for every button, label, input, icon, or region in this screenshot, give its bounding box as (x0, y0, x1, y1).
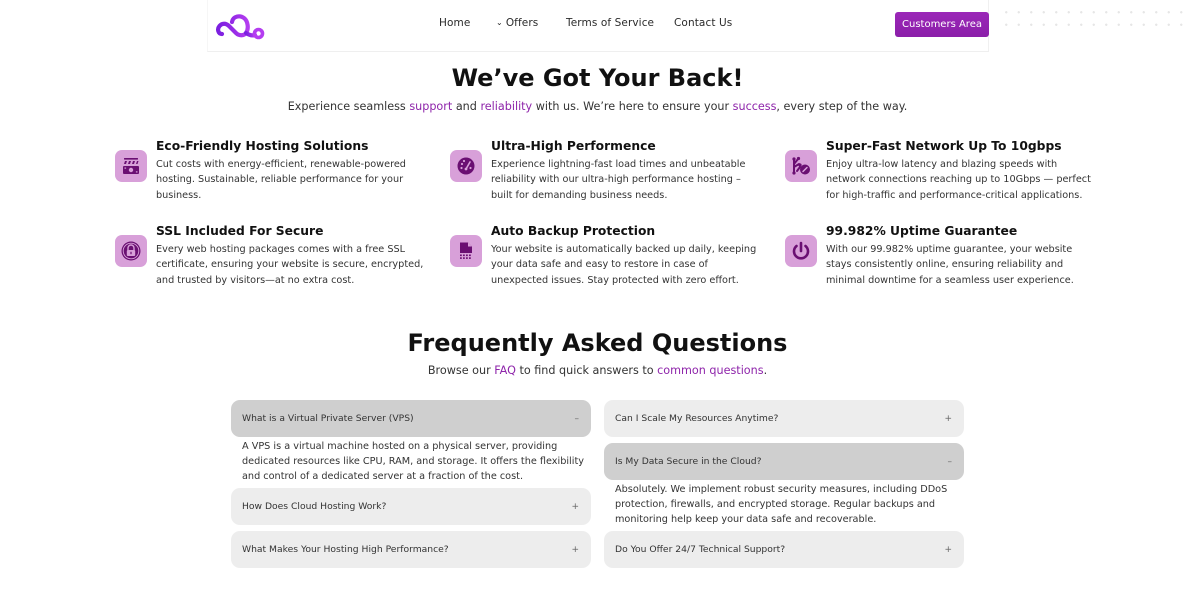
plus-icon: + (944, 544, 952, 555)
faq-title: Frequently Asked Questions (407, 329, 788, 357)
backup-file-icon (450, 235, 482, 267)
faq-subtitle-text: Browse our (427, 364, 495, 377)
faq-question-text: What Makes Your Hosting High Performance? (242, 544, 449, 555)
faq-subtitle-text: to find quick answers to (515, 364, 658, 377)
feature-title: Auto Backup Protection (491, 224, 656, 238)
feature-title: SSL Included For Secure (156, 224, 324, 238)
nav-terms-of-service[interactable]: Terms of Service (566, 17, 655, 29)
faq-answer-vps: A VPS is a virtual machine hosted on a physical server, providing dedicated resources like CPU, RAM, and storage. It offers the flexibility and control of a dedicated server at a fraction of the cost. (242, 441, 584, 483)
lock-icon (115, 235, 147, 267)
feature-title: Super-Fast Network Up To 10gbps (826, 139, 1062, 153)
feature-description: Cut costs with energy-efficient, renewable-powered hosting. Sustainable, reliable performance for your business. (156, 159, 406, 201)
network-icon (785, 150, 817, 182)
faq-question-vps[interactable] (231, 400, 591, 437)
speedometer-icon (450, 150, 482, 182)
minus-icon: – (947, 456, 952, 467)
customers-area-button[interactable]: Customers Area (895, 12, 989, 37)
decorative-dot-grid (1000, 6, 1190, 28)
feature-description: Your website is automatically backed up daily, keeping your data safe and easy to restore in case of unexpected issues. Stay protected with zero effort. (491, 244, 757, 286)
feature-description: Every web hosting packages comes with a free SSL certificate, ensuring your website is secure, encrypted, and trusted by visitors—at no extra cost. (156, 244, 424, 286)
nav-offers-label: Offers (505, 17, 539, 29)
nav-offers[interactable] (496, 17, 538, 29)
reliability-link[interactable]: reliability (480, 100, 533, 113)
faq-question-text: What is a Virtual Private Server (VPS) (242, 413, 414, 424)
faq-question-scale-resources[interactable] (604, 400, 964, 437)
feature-title: Eco-Friendly Hosting Solutions (156, 139, 369, 153)
hero-title: We’ve Got Your Back! (451, 64, 744, 92)
feature-description: Enjoy ultra-low latency and blazing speeds with network connections reaching up to 10Gbps — perfect for high-traffic and performance-critical applications. (826, 159, 1091, 201)
hero-subtitle (0, 100, 1195, 113)
plus-icon: + (571, 501, 579, 512)
plus-icon: + (944, 413, 952, 424)
chevron-down-icon: ⌄ (496, 18, 503, 27)
nav-home[interactable]: Home (439, 17, 471, 29)
feature-title: Ultra-High Performence (491, 139, 656, 153)
feature-description: Experience lightning-fast load times and unbeatable reliability with our ultra-high performance hosting – built for demanding business needs. (491, 159, 746, 201)
power-icon (785, 235, 817, 267)
feature-description: With our 99.982% uptime guarantee, your website stays consistently online, ensuring reliability and minimal downtime for a seamless user experience. (826, 244, 1074, 286)
faq-question-text: Do You Offer 24/7 Technical Support? (615, 544, 786, 555)
feature-title: 99.982% Uptime Guarantee (826, 224, 1018, 238)
faq-question-text: How Does Cloud Hosting Work? (242, 501, 387, 512)
faq-question-text: Is My Data Secure in the Cloud? (615, 456, 762, 467)
cloud-logo-icon (216, 9, 266, 41)
faq-question-technical-support[interactable] (604, 531, 964, 568)
logo[interactable] (216, 9, 266, 41)
eco-hosting-icon (115, 150, 147, 182)
faq-link[interactable]: FAQ (494, 364, 516, 377)
faq-question-data-secure[interactable] (604, 443, 964, 480)
faq-subtitle-text: . (763, 364, 768, 377)
hero-subtitle-text: with us. We’re here to ensure your (532, 100, 733, 113)
common-questions-link[interactable]: common questions (657, 364, 764, 377)
hero-subtitle-text: Experience seamless (287, 100, 410, 113)
faq-question-text: Can I Scale My Resources Anytime? (615, 413, 779, 424)
support-link[interactable]: support (409, 100, 453, 113)
faq-question-high-performance[interactable] (231, 531, 591, 568)
plus-icon: + (571, 544, 579, 555)
faq-question-cloud-hosting[interactable] (231, 488, 591, 525)
nav-contact-us[interactable]: Contact Us (674, 17, 733, 29)
faq-answer-data-secure: Absolutely. We implement robust security measures, including DDoS protection, firewalls, and encrypted storage. Regular backups and monitoring help keep your data safe and recoverable. (615, 484, 948, 526)
navbar (207, 0, 989, 52)
faq-subtitle (0, 364, 1195, 377)
hero-subtitle-text: , every step of the way. (776, 100, 908, 113)
hero-subtitle-text: and (452, 100, 481, 113)
minus-icon: – (574, 413, 579, 424)
success-link[interactable]: success (732, 100, 777, 113)
